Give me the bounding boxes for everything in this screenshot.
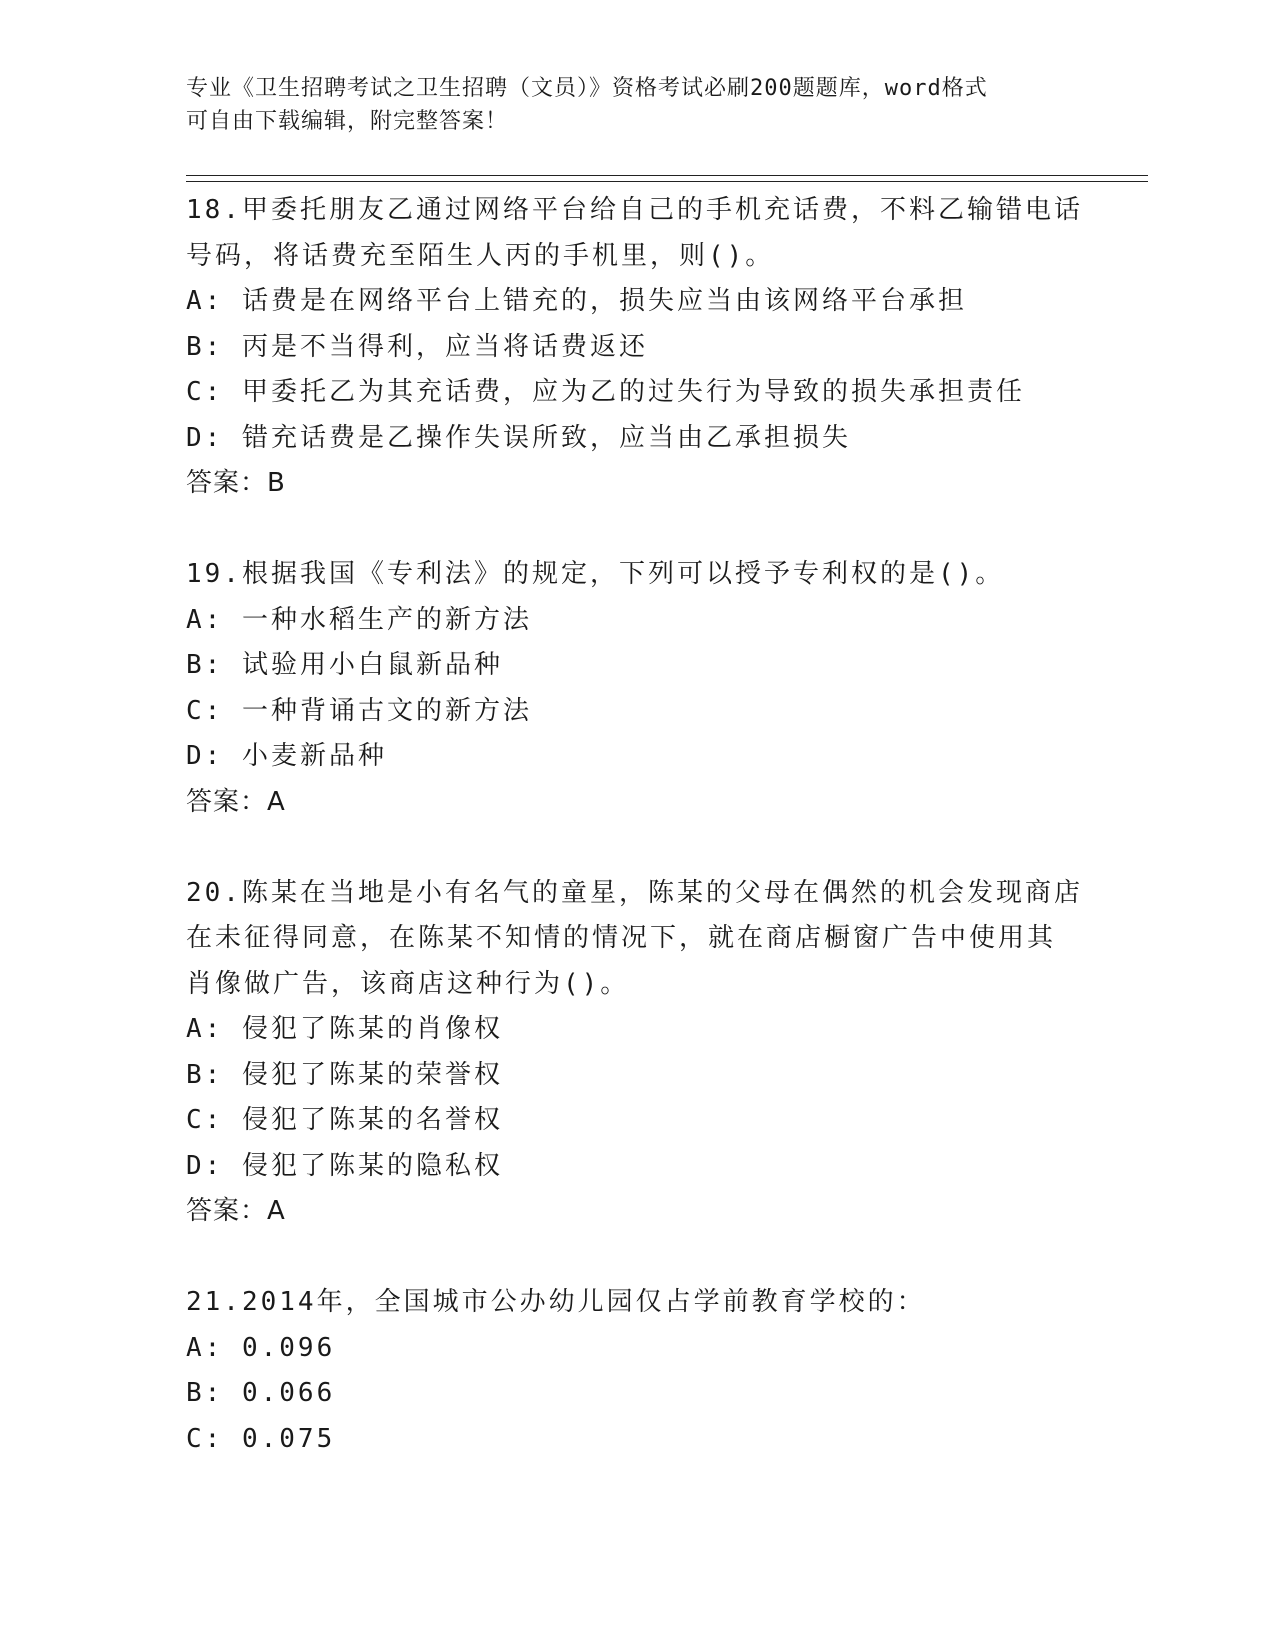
option-c: C: 一种背诵古文的新方法 (186, 695, 532, 726)
option-b: B: 0.066 (186, 1378, 336, 1408)
header-divider-top (186, 175, 1148, 176)
question-18 (186, 188, 1086, 507)
question-spacer (186, 825, 1086, 871)
question-stem-line: 21.2014年，全国城市公办幼儿园仅占学前教育学校的： (186, 1287, 926, 1317)
header-line-2: 可自由下载编辑，附完整答案！ (186, 109, 509, 134)
question-stem-line: 肖像做广告，该商店这种行为()。 (186, 968, 630, 999)
question-stem-line: 18.甲委托朋友乙通过网络平台给自己的手机充话费，不料乙输错电话 (186, 195, 1083, 225)
option-d: D: 小麦新品种 (186, 741, 387, 771)
question-stem-line: 号码，将话费充至陌生人丙的手机里，则()。 (186, 240, 775, 271)
option-a: A: 0.096 (186, 1332, 336, 1363)
question-20 (186, 871, 1086, 1235)
option-c: C: 甲委托乙为其充话费，应为乙的过失行为导致的损失承担责任 (186, 377, 1025, 407)
option-b: B: 侵犯了陈某的荣誉权 (186, 1059, 503, 1090)
question-19 (186, 552, 1086, 825)
question-list (186, 188, 1086, 1462)
header-divider-bottom (186, 181, 1148, 182)
answer-line: 答案：B (186, 468, 286, 498)
answer-line: 答案：A (186, 1196, 286, 1226)
question-spacer (186, 507, 1086, 553)
option-d: D: 侵犯了陈某的隐私权 (186, 1150, 503, 1181)
answer-line: 答案：A (186, 786, 286, 817)
document-header (186, 72, 1086, 138)
option-b: B: 试验用小白鼠新品种 (186, 650, 503, 680)
option-c: C: 0.075 (186, 1423, 336, 1454)
question-21 (186, 1280, 1086, 1462)
header-line-1: 专业《卫生招聘考试之卫生招聘（文员）》资格考试必刷200题题库，word格式 (186, 76, 988, 101)
question-spacer (186, 1235, 1086, 1281)
question-stem-line: 19.根据我国《专利法》的规定，下列可以授予专利权的是()。 (186, 559, 1005, 589)
option-a: A: 一种水稻生产的新方法 (186, 604, 532, 635)
question-stem-line: 在未征得同意，在陈某不知情的情况下，就在商店橱窗广告中使用其 (186, 923, 1057, 953)
option-a: A: 侵犯了陈某的肖像权 (186, 1014, 503, 1044)
option-c: C: 侵犯了陈某的名誉权 (186, 1105, 503, 1135)
option-b: B: 丙是不当得利，应当将话费返还 (186, 331, 648, 362)
option-a: A: 话费是在网络平台上错充的，损失应当由该网络平台承担 (186, 286, 967, 316)
option-d: D: 错充话费是乙操作失误所致，应当由乙承担损失 (186, 422, 851, 453)
question-stem-line: 20.陈某在当地是小有名气的童星，陈某的父母在偶然的机会发现商店 (186, 877, 1083, 908)
